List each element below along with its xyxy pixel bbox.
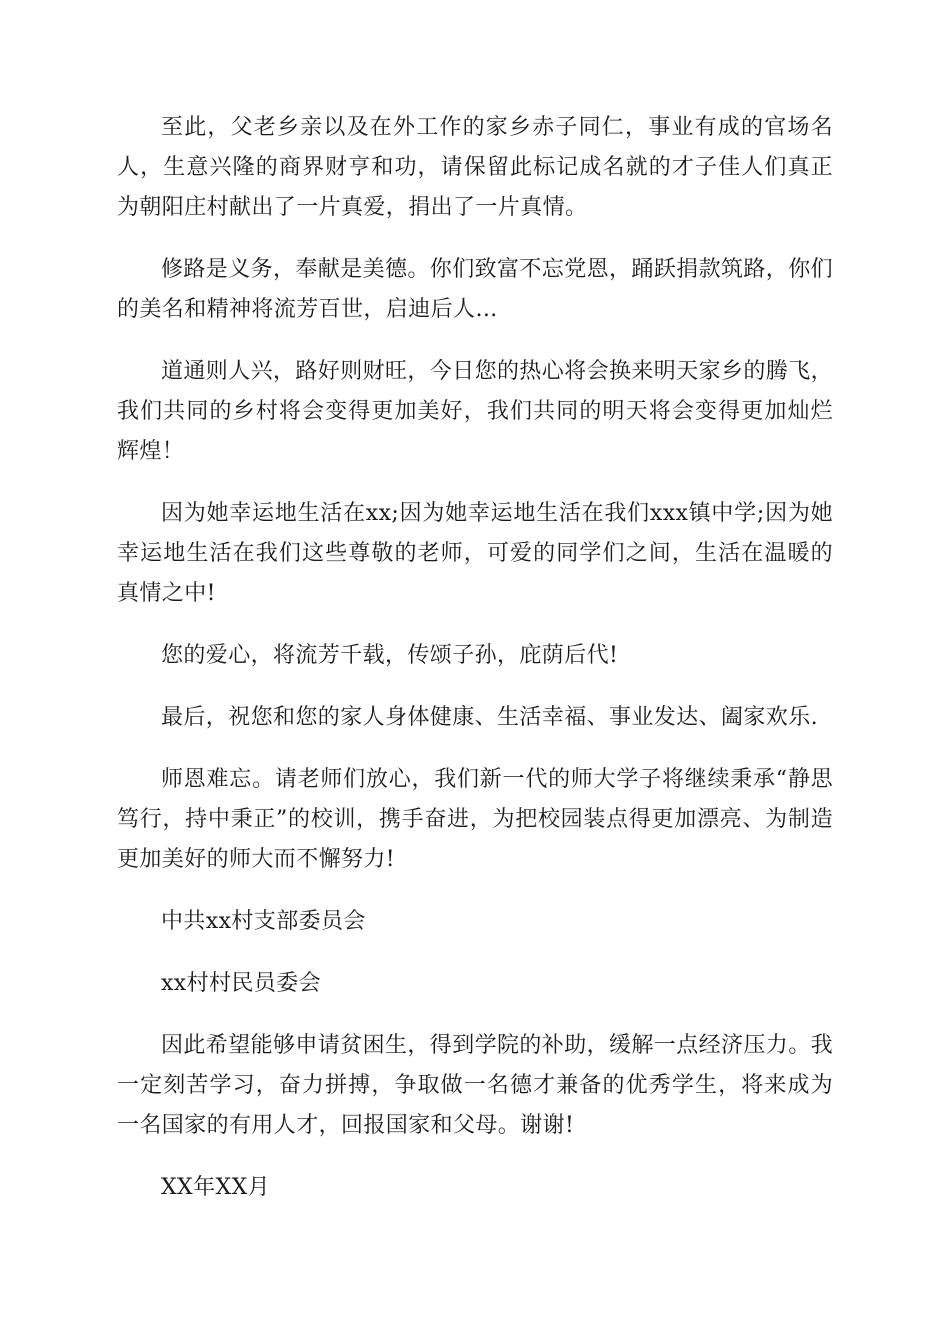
paragraph-duty-virtue: 修路是义务，奉献是美德。你们致富不忘党恩，踊跃捐款筑路，你们的美名和精神将流芳百世，启迪后人…	[117, 257, 834, 322]
paragraph-love-legacy: 您的爱心，将流芳千载，传颂子孙，庇荫后代!	[161, 643, 619, 668]
paragraph-aid-application: 因此希望能够申请贫困生，得到学院的补助，缓解一点经济压力。我一定刻苦学习，奋力拼搏，争取做一名德才兼备的优秀学生，将来成为一名国家的有用人才，回报国家和父母。谢谢!	[117, 1033, 834, 1138]
paragraph-best-wishes: 最后，祝您和您的家人身体健康、生活幸福、事业发达、阖家欢乐.	[161, 705, 818, 730]
document-body	[117, 108, 833, 1230]
document-date: XX年XX月	[161, 1175, 271, 1200]
signature-party-committee: 中共xx村支部委员会	[161, 909, 366, 934]
paragraph-prosperity: 道通则人兴，路好则财旺，今日您的热心将会换来明天家乡的腾飞，我们共同的乡村将会变得更加美好，我们共同的明天将会变得更加灿烂辉煌！	[117, 359, 834, 464]
paragraph-teachers-gratitude: 师恩难忘。请老师们放心，我们新一代的师大学子将继续秉承“静思笃行，持中秉正”的校训，携手奋进，为把校园装点得更加漂亮、为制造更加美好的师大而不懈努力!	[117, 767, 833, 872]
paragraph-roads-donation: 至此，父老乡亲以及在外工作的家乡赤子同仁，事业有成的官场名人，生意兴隆的商界财亨和功，请保留此标记成名就的才子佳人们真正为朝阳庄村献出了一片真爱，捐出了一片真情。	[117, 115, 833, 220]
signature-village-committee: xx村村民员委会	[161, 971, 322, 996]
paragraph-fortunate-life: 因为她幸运地生活在xx;因为她幸运地生活在我们xxx镇中学;因为她幸运地生活在我们这些尊敬的老师，可爱的同学们之间，生活在温暖的真情之中!	[117, 501, 833, 606]
